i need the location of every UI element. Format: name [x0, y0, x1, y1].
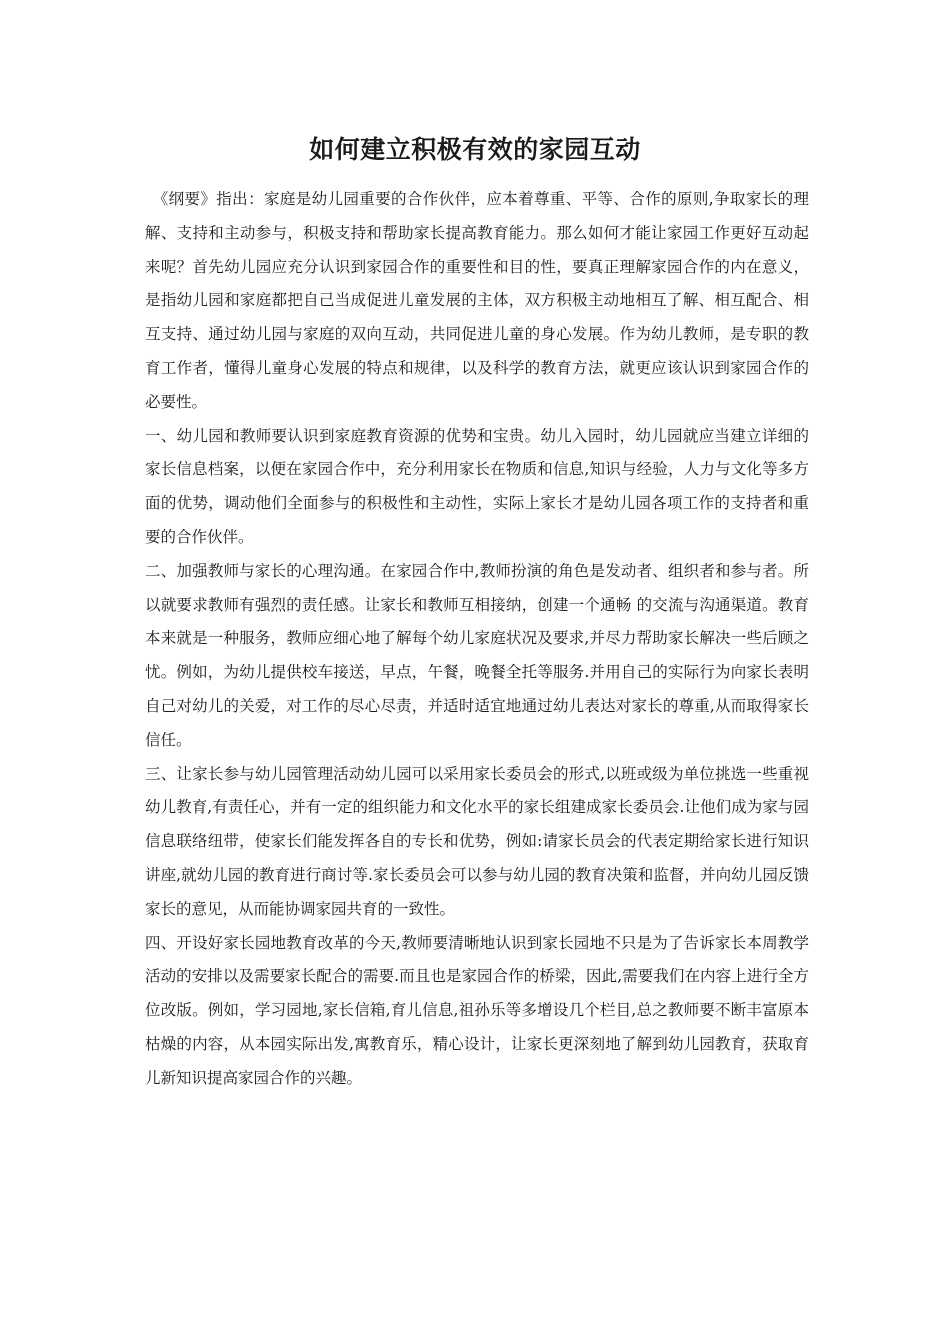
- document-body: [145, 183, 809, 1096]
- section-2-paragraph: 二、加强教师与家长的心理沟通。在家园合作中,教师扮演的角色是发动者、组织者和参与者。所以就要求教师有强烈的责任感。让家长和教师互相接纳，创建一个通畅 的交流与沟通渠道。教育本来就是一种服务，教师应细心地了解每个幼儿家庭状况及要求,并尽力帮助家长解决一些后顾之忧。例如，为幼儿提供校车接送，早点，午餐，晚餐全托等服务.并用自己的实际行为向家长表明自己对幼儿的关爱，对工作的尽心尽责，并适时适宜地通过幼儿表达对家长的尊重,从而取得家长信任。: [145, 561, 809, 749]
- intro-paragraph: 《纲要》指出：家庭是幼儿园重要的合作伙伴，应本着尊重、平等、合作的原则,争取家长的理解、支持和主动参与，积极支持和帮助家长提高教育能力。那么如何才能让家园工作更好互动起来呢？首先幼儿园应充分认识到家园合作的重要性和目的性，要真正理解家园合作的内在意义，是指幼儿园和家庭都把自己当成促进儿童发展的主体，双方积极主动地相互了解、相互配合、相互支持、通过幼儿园与家庭的双向互动，共同促进儿童的身心发展。作为幼儿教师，是专职的教育工作者，懂得儿童身心发展的特点和规律，以及科学的教育方法，就更应该认识到家园合作的必要性。: [145, 190, 809, 411]
- section-1-paragraph: 一、幼儿园和教师要认识到家庭教育资源的优势和宝贵。幼儿入园时，幼儿园就应当建立详细的家长信息档案，以便在家园合作中，充分利用家长在物质和信息,知识与经验，人力与文化等多方面的优势，调动他们全面参与的积极性和主动性，实际上家长才是幼儿园各项工作的支持者和重要的合作伙伴。: [145, 426, 809, 546]
- section-3-paragraph: 三、让家长参与幼儿园管理活动幼儿园可以采用家长委员会的形式,以班或级为单位挑选一些重视幼儿教育,有责任心，并有一定的组织能力和文化水平的家长组建成家长委员会.让他们成为家与园信息联络纽带，使家长们能发挥各自的专长和优势，例如:请家长员会的代表定期给家长进行知识讲座,就幼儿园的教育进行商讨等.家长委员会可以参与幼儿园的教育决策和监督，并向幼儿园反馈家长的意见，从而能协调家园共育的一致性。: [145, 764, 809, 918]
- section-4-paragraph: 四、开设好家长园地教育改革的今天,教师要清晰地认识到家长园地不只是为了告诉家长本周教学活动的安排以及需要家长配合的需要.而且也是家园合作的桥梁，因此,需要我们在内容上进行全方位改版。例如，学习园地,家长信箱,育儿信息,祖孙乐等多增设几个栏目,总之教师要不断丰富原本枯燥的内容，从本园实际出发,寓教育乐，精心设计，让家长更深刻地了解到幼儿园教育，获取育儿新知识提高家园合作的兴趣。: [145, 933, 809, 1087]
- document-title: 如何建立积极有效的家园互动: [309, 135, 641, 164]
